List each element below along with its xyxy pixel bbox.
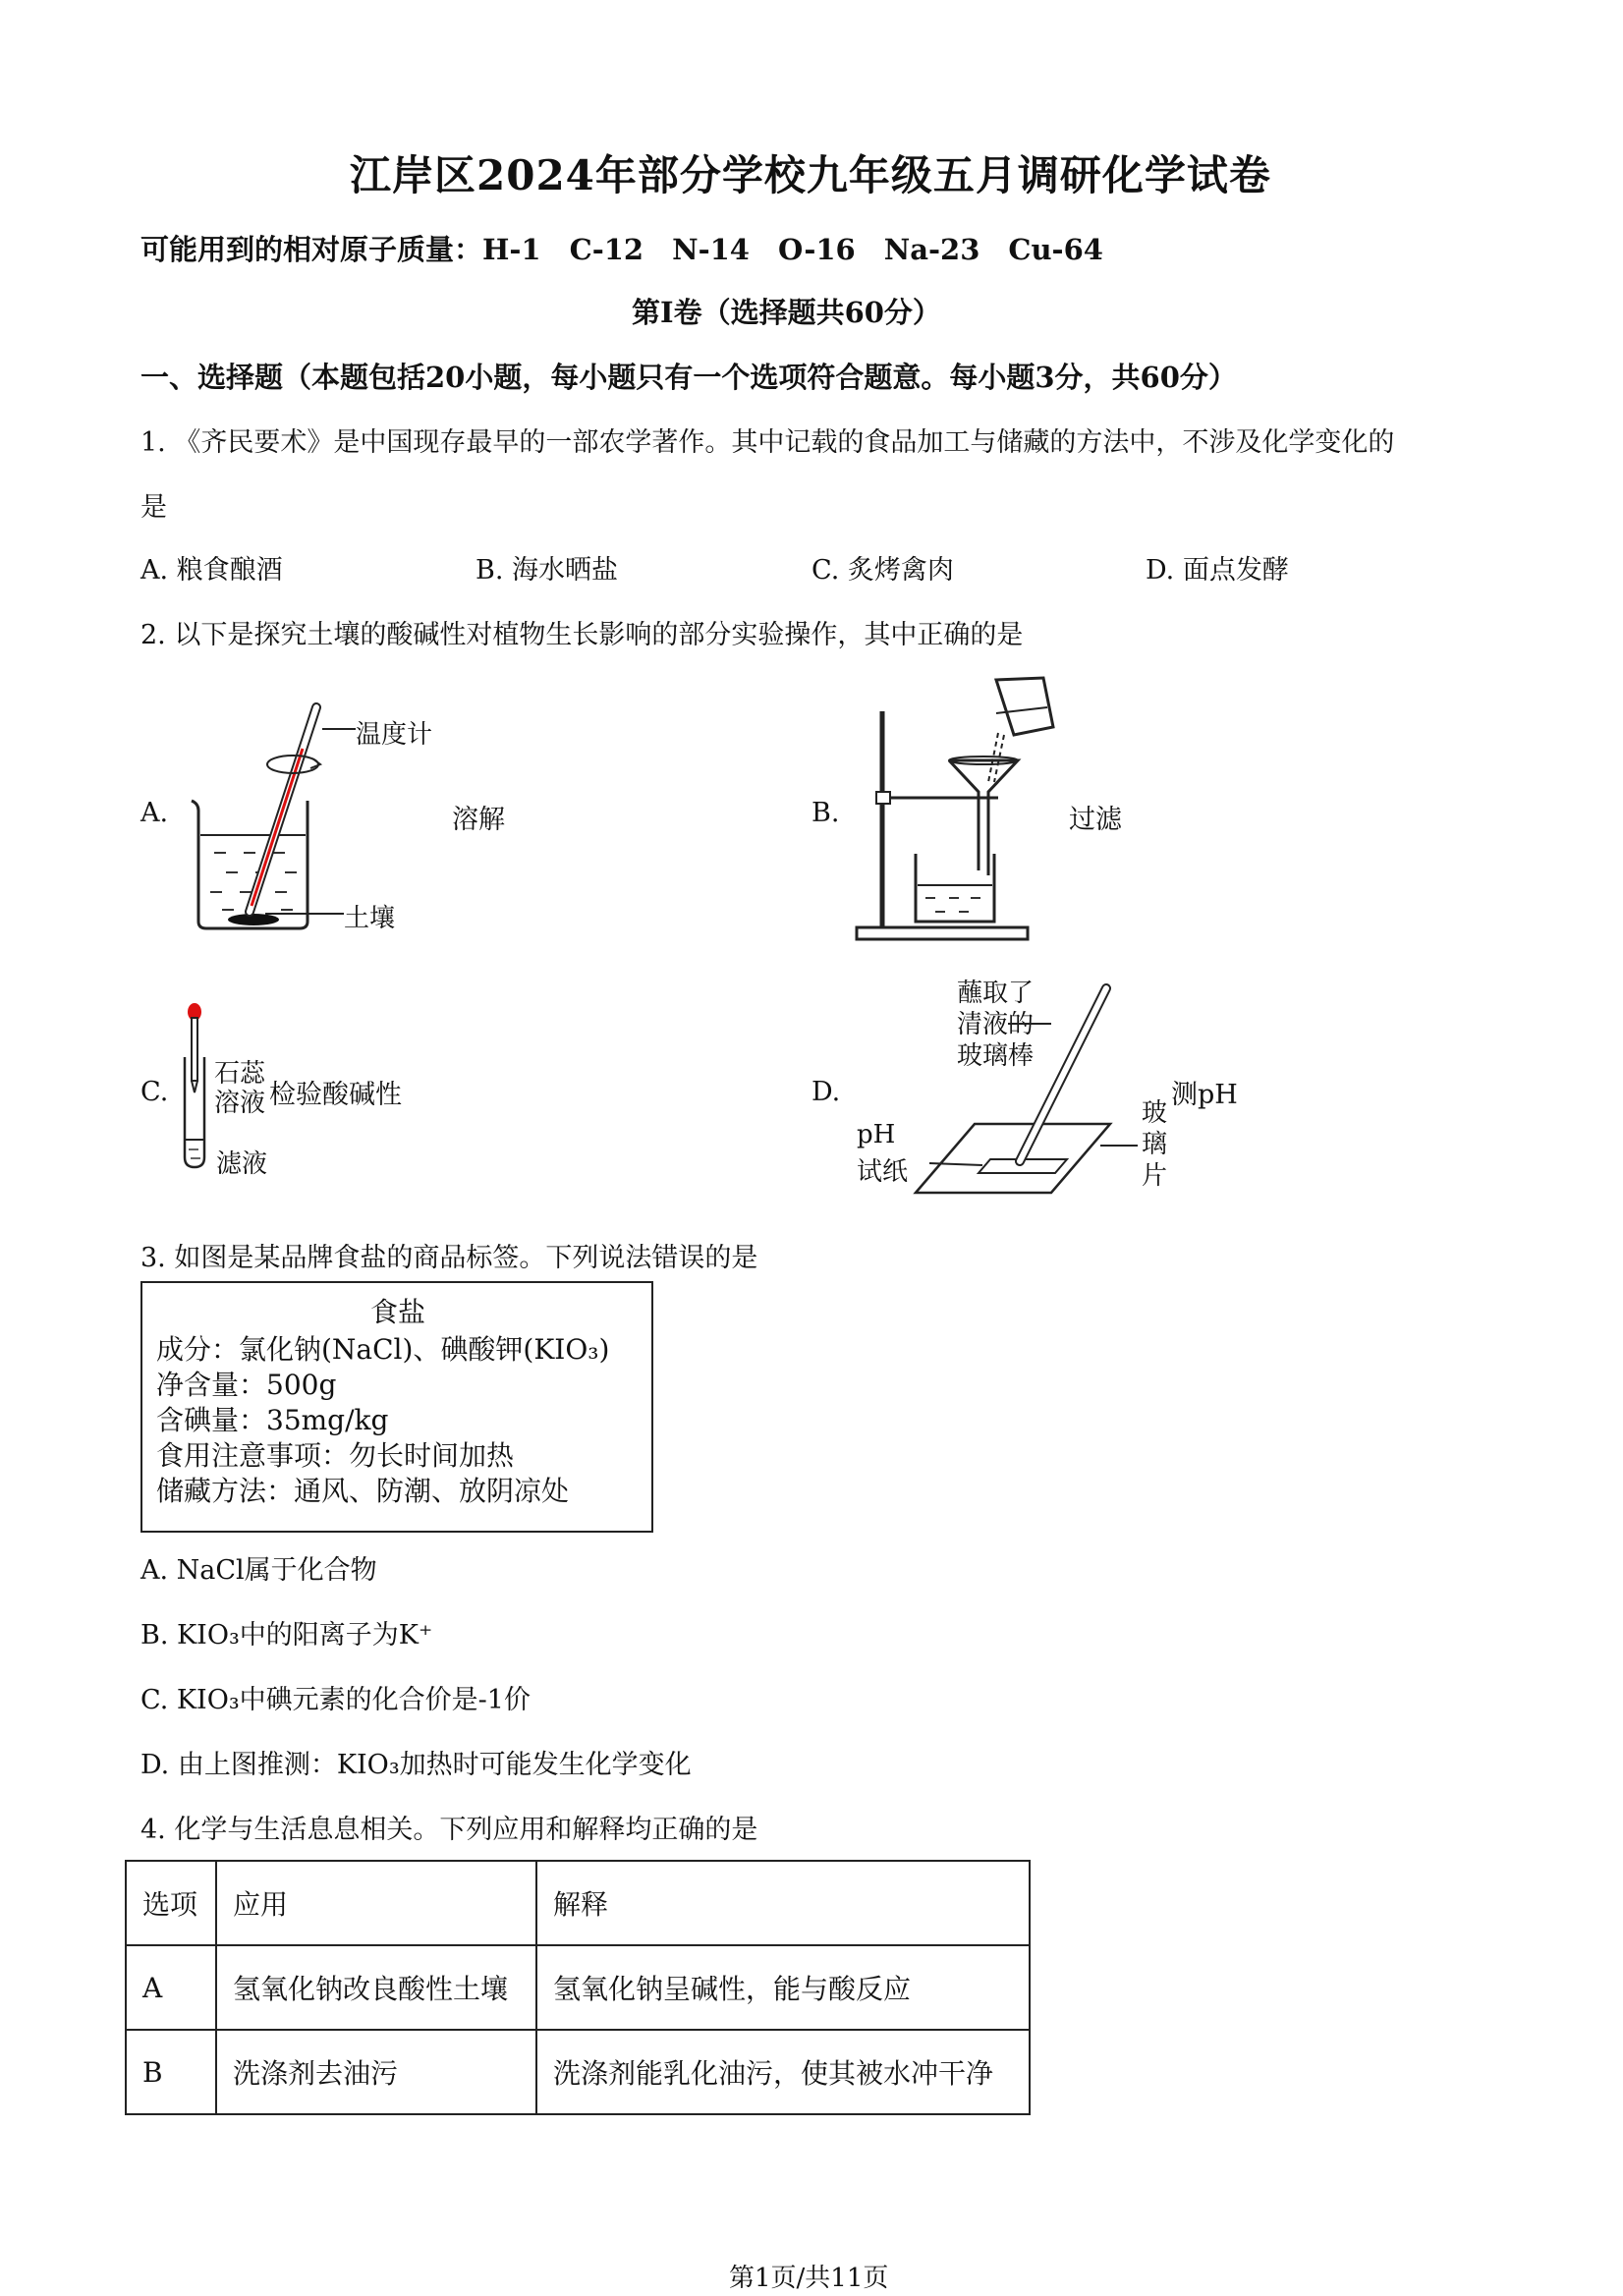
q2-d-paper-label-1: pH: [857, 1120, 896, 1149]
q2-b-op: 过滤: [1069, 805, 1122, 835]
salt-label-box: [140, 1281, 653, 1533]
salt-label-ingredients: 成分：氯化钠(NaCl)、碘酸钾(KIO₃): [156, 1333, 610, 1366]
section-title: 一、选择题（本题包括20小题，每小题只有一个选项符合题意。每小题3分，共60分）: [140, 361, 1237, 394]
q2-d-rod-label-3: 玻璃棒: [957, 1041, 1035, 1071]
q2-d-rod-label-2: 清液的: [957, 1010, 1035, 1039]
q3-option-b: B. KIO₃中的阳离子为K⁺: [140, 1620, 433, 1651]
q2-c-op: 检验酸碱性: [269, 1080, 402, 1110]
salt-label-notes: 食用注意事项：勿长时间加热: [156, 1439, 515, 1472]
q2-c-litmus-label-1: 石蕊: [214, 1059, 266, 1089]
dissolving-diagram: [187, 688, 364, 943]
q1-option-d: D. 面点发酵: [1146, 555, 1289, 586]
table-header-explanation: 解释: [536, 1861, 1030, 1945]
table-cell: 氢氧化钠改良酸性土壤: [216, 1945, 536, 2030]
litmus-test-diagram: [177, 1000, 226, 1177]
table-cell: 氢氧化钠呈碱性，能与酸反应: [536, 1945, 1030, 2030]
q1-stem-line2: 是: [140, 492, 167, 523]
q4-table: [125, 1860, 1031, 2115]
q1-option-c: C. 炙烤禽肉: [812, 555, 954, 586]
q2-a-op: 溶解: [452, 805, 505, 835]
filtration-diagram: [851, 674, 1077, 955]
ph-test-diagram: [914, 979, 1149, 1204]
q2-b-letter: B.: [812, 798, 840, 828]
q3-stem: 3. 如图是某品牌食盐的商品标签。下列说法错误的是: [140, 1243, 758, 1273]
q2-stem: 2. 以下是探究土壤的酸碱性对植物生长影响的部分实验操作，其中正确的是: [140, 620, 1024, 650]
q4-stem: 4. 化学与生活息息相关。下列应用和解释均正确的是: [140, 1815, 758, 1845]
q2-c-filtrate-label: 滤液: [216, 1149, 268, 1179]
table-cell: A: [126, 1945, 216, 2030]
salt-label-iodine: 含碘量：35mg/kg: [156, 1404, 389, 1436]
q1-stem-line1: 1. 《齐民要术》是中国现存最早的一部农学著作。其中记载的食品加工与储藏的方法中，不涉及化学变化的: [140, 427, 1395, 458]
q1-option-b: B. 海水晒盐: [476, 555, 619, 586]
q2-c-letter: C.: [140, 1077, 169, 1107]
q2-c-litmus-label-2: 溶液: [214, 1089, 266, 1118]
atomic-masses: 可能用到的相对原子质量：H-1 C-12 N-14 O-16 Na-23 Cu-64: [140, 233, 1103, 266]
page-title: 江岸区2024年部分学校九年级五月调研化学试卷: [350, 151, 1271, 199]
table-header-application: 应用: [216, 1861, 536, 1945]
q2-d-glass-label-3: 片: [1142, 1161, 1168, 1191]
table-cell: B: [126, 2030, 216, 2114]
q2-d-glass-label-1: 玻: [1142, 1098, 1168, 1128]
q2-a-soil-label: 土壤: [344, 904, 396, 933]
table-row: [126, 2030, 1030, 2114]
q2-a-letter: A.: [140, 798, 169, 828]
q2-a-thermometer-label: 温度计: [356, 720, 433, 750]
q3-option-a: A. NaCl属于化合物: [140, 1555, 377, 1586]
table-header-option: 选项: [126, 1861, 216, 1945]
table-header-row: [126, 1861, 1030, 1945]
q2-d-glass-label-2: 璃: [1142, 1130, 1168, 1159]
table-cell: 洗涤剂能乳化油污，使其被水冲干净: [536, 2030, 1030, 2114]
q3-option-d: D. 由上图推测：KIO₃加热时可能发生化学变化: [140, 1750, 692, 1780]
q3-option-c: C. KIO₃中碘元素的化合价是-1价: [140, 1685, 531, 1715]
q2-d-op: 测pH: [1171, 1080, 1238, 1110]
volume-title: 第Ⅰ卷（选择题共60分）: [632, 296, 941, 329]
salt-label-title: 食盐: [370, 1296, 426, 1328]
page-footer: 第1页/共11页: [729, 2264, 889, 2293]
q2-d-rod-label-1: 蘸取了: [957, 979, 1035, 1008]
salt-label-storage: 储藏方法：通风、防潮、放阴凉处: [156, 1475, 570, 1507]
q2-d-paper-label-2: 试纸: [857, 1157, 909, 1187]
salt-label-net: 净含量：500g: [156, 1369, 337, 1401]
q1-option-a: A. 粮食酿酒: [140, 555, 283, 586]
table-cell: 洗涤剂去油污: [216, 2030, 536, 2114]
table-row: [126, 1945, 1030, 2030]
q2-d-letter: D.: [812, 1077, 841, 1107]
